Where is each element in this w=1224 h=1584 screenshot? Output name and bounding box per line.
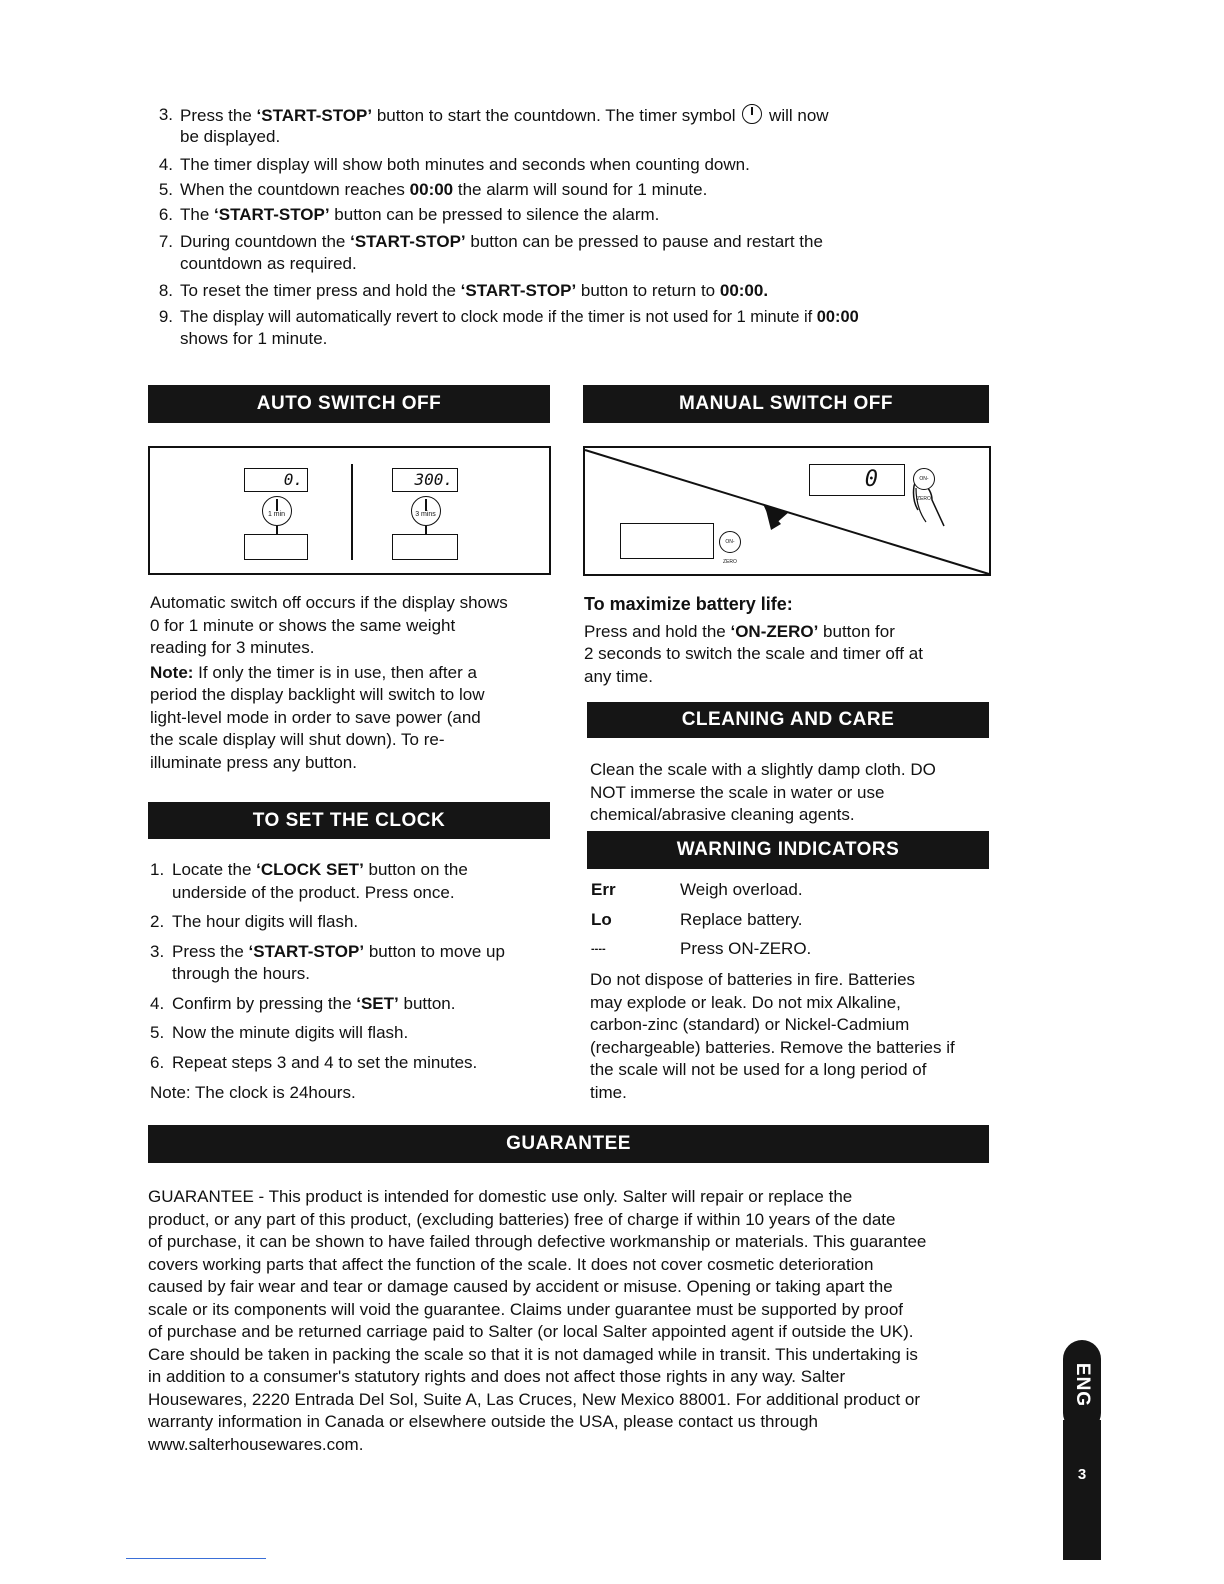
arrow-down-icon bbox=[276, 526, 278, 534]
manual-switch-off-diagram bbox=[583, 446, 991, 576]
divider bbox=[351, 464, 353, 560]
auto-switch-off-header: AUTO SWITCH OFF bbox=[148, 385, 550, 423]
auto-switch-off-text: Automatic switch off occurs if the display shows 0 for 1 minute or shows the same weight reading for 3 minutes. Note: If only the timer is in use, then after a period the display backlight will switch to low light-level mode in order to save power (and the scale display will shut down). To re- illuminate press any button. bbox=[150, 593, 508, 772]
display-left-blank bbox=[244, 534, 308, 560]
battery-life-text: To maximize battery life: Press and hold the ‘ON-ZERO’ button for 2 seconds to switch the scale and timer off at any time. bbox=[584, 593, 994, 688]
battery-life-title: To maximize battery life: bbox=[584, 594, 793, 614]
timer-icon-right: 3 mins bbox=[411, 496, 441, 526]
set-clock-header: TO SET THE CLOCK bbox=[148, 802, 550, 839]
cleaning-header: CLEANING AND CARE bbox=[587, 702, 989, 738]
clock-step-4: 4. Confirm by pressing the ‘SET’ button. bbox=[150, 994, 456, 1013]
manual-display: 0 bbox=[809, 464, 905, 496]
display-left: 0. bbox=[244, 468, 308, 492]
clock-note: Note: The clock is 24hours. bbox=[150, 1083, 356, 1102]
warning-row-err: Err Weigh overload. bbox=[591, 880, 803, 899]
warning-rows bbox=[591, 879, 991, 969]
arrow-down-icon bbox=[425, 526, 427, 534]
auto-switch-off-diagram bbox=[148, 446, 551, 575]
page-tab bbox=[1063, 1420, 1101, 1560]
clock-step-3: 3. Press the ‘START-STOP’ button to move up through the hours. bbox=[150, 942, 505, 983]
timer-icon-left: 1 min bbox=[262, 496, 292, 526]
cleaning-text: Clean the scale with a slightly damp cloth. DO NOT immerse the scale in water or use chemical/abrasive cleaning agents. bbox=[590, 760, 936, 824]
warning-row-lo: Lo Replace battery. bbox=[591, 910, 803, 929]
clock-step-2: 2. The hour digits will flash. bbox=[150, 912, 359, 931]
clock-step-1: 1. Locate the ‘CLOCK SET’ button on the underside of the product. Press once. bbox=[150, 860, 468, 902]
battery-warning-text: Do not dispose of batteries in fire. Batteries may explode or leak. Do not mix Alkaline, carbon-zinc (standard) or Nickel-Cadmium (rechargeable) batteries. Remove the batteries if the scale will not be used for a long period of time. bbox=[590, 970, 955, 1102]
language-label: ENG bbox=[1072, 1362, 1093, 1408]
guarantee-text: GUARANTEE - This product is intended for domestic use only. Salter will repair or replace the product, or any part of this product, (excluding batteries) free of charge if within 10 years of the date of purchase, it can be shown to have failed through defective workmanship or materials. This guarantee covers working parts that affect the function of the scale. It does not cover cosmetic deterioration caused by fair wear and tear or damage caused by accident or misuse. Opening or taking apart the scale or its components will void the guarantee. Claims under guarantee must be supported by proof of purchase and be returned carriage paid to Salter (or local Salter appointed agent if outside the UK). Care should be taken in packing the scale so that it is not damaged while in transit. This undertaking is in addition to a consumer's statutory rights and does not affect those rights in any way. Salter Housewares, 2220 Entrada Del Sol, Suite A, Las Cruces, New Mexico 88001. For additional product or warranty information in Canada or elsewhere outside the USA, please contact us through www.salterhousewares.com. bbox=[148, 1187, 927, 1454]
page-number: 3 bbox=[1077, 1466, 1087, 1483]
guarantee-header: GUARANTEE bbox=[148, 1125, 989, 1163]
on-zero-button-bottom: ON-ZERO bbox=[719, 531, 741, 553]
display-right: 300. bbox=[392, 468, 458, 492]
language-tab bbox=[1063, 1340, 1101, 1432]
manual-switch-off-header: MANUAL SWITCH OFF bbox=[583, 385, 989, 423]
clock-step-5: 5. Now the minute digits will flash. bbox=[150, 1023, 409, 1042]
warning-row-dashes: ---- Press ON-ZERO. bbox=[591, 939, 812, 958]
timer-icon bbox=[742, 104, 762, 124]
display-right-blank bbox=[392, 534, 458, 560]
clock-step-6: 6. Repeat steps 3 and 4 to set the minutes. bbox=[150, 1053, 478, 1072]
manual-display-blank bbox=[620, 523, 714, 559]
on-zero-button-top: ON-ZERO bbox=[913, 468, 935, 490]
warning-header: WARNING INDICATORS bbox=[587, 831, 989, 869]
footer-rule bbox=[126, 1558, 266, 1559]
